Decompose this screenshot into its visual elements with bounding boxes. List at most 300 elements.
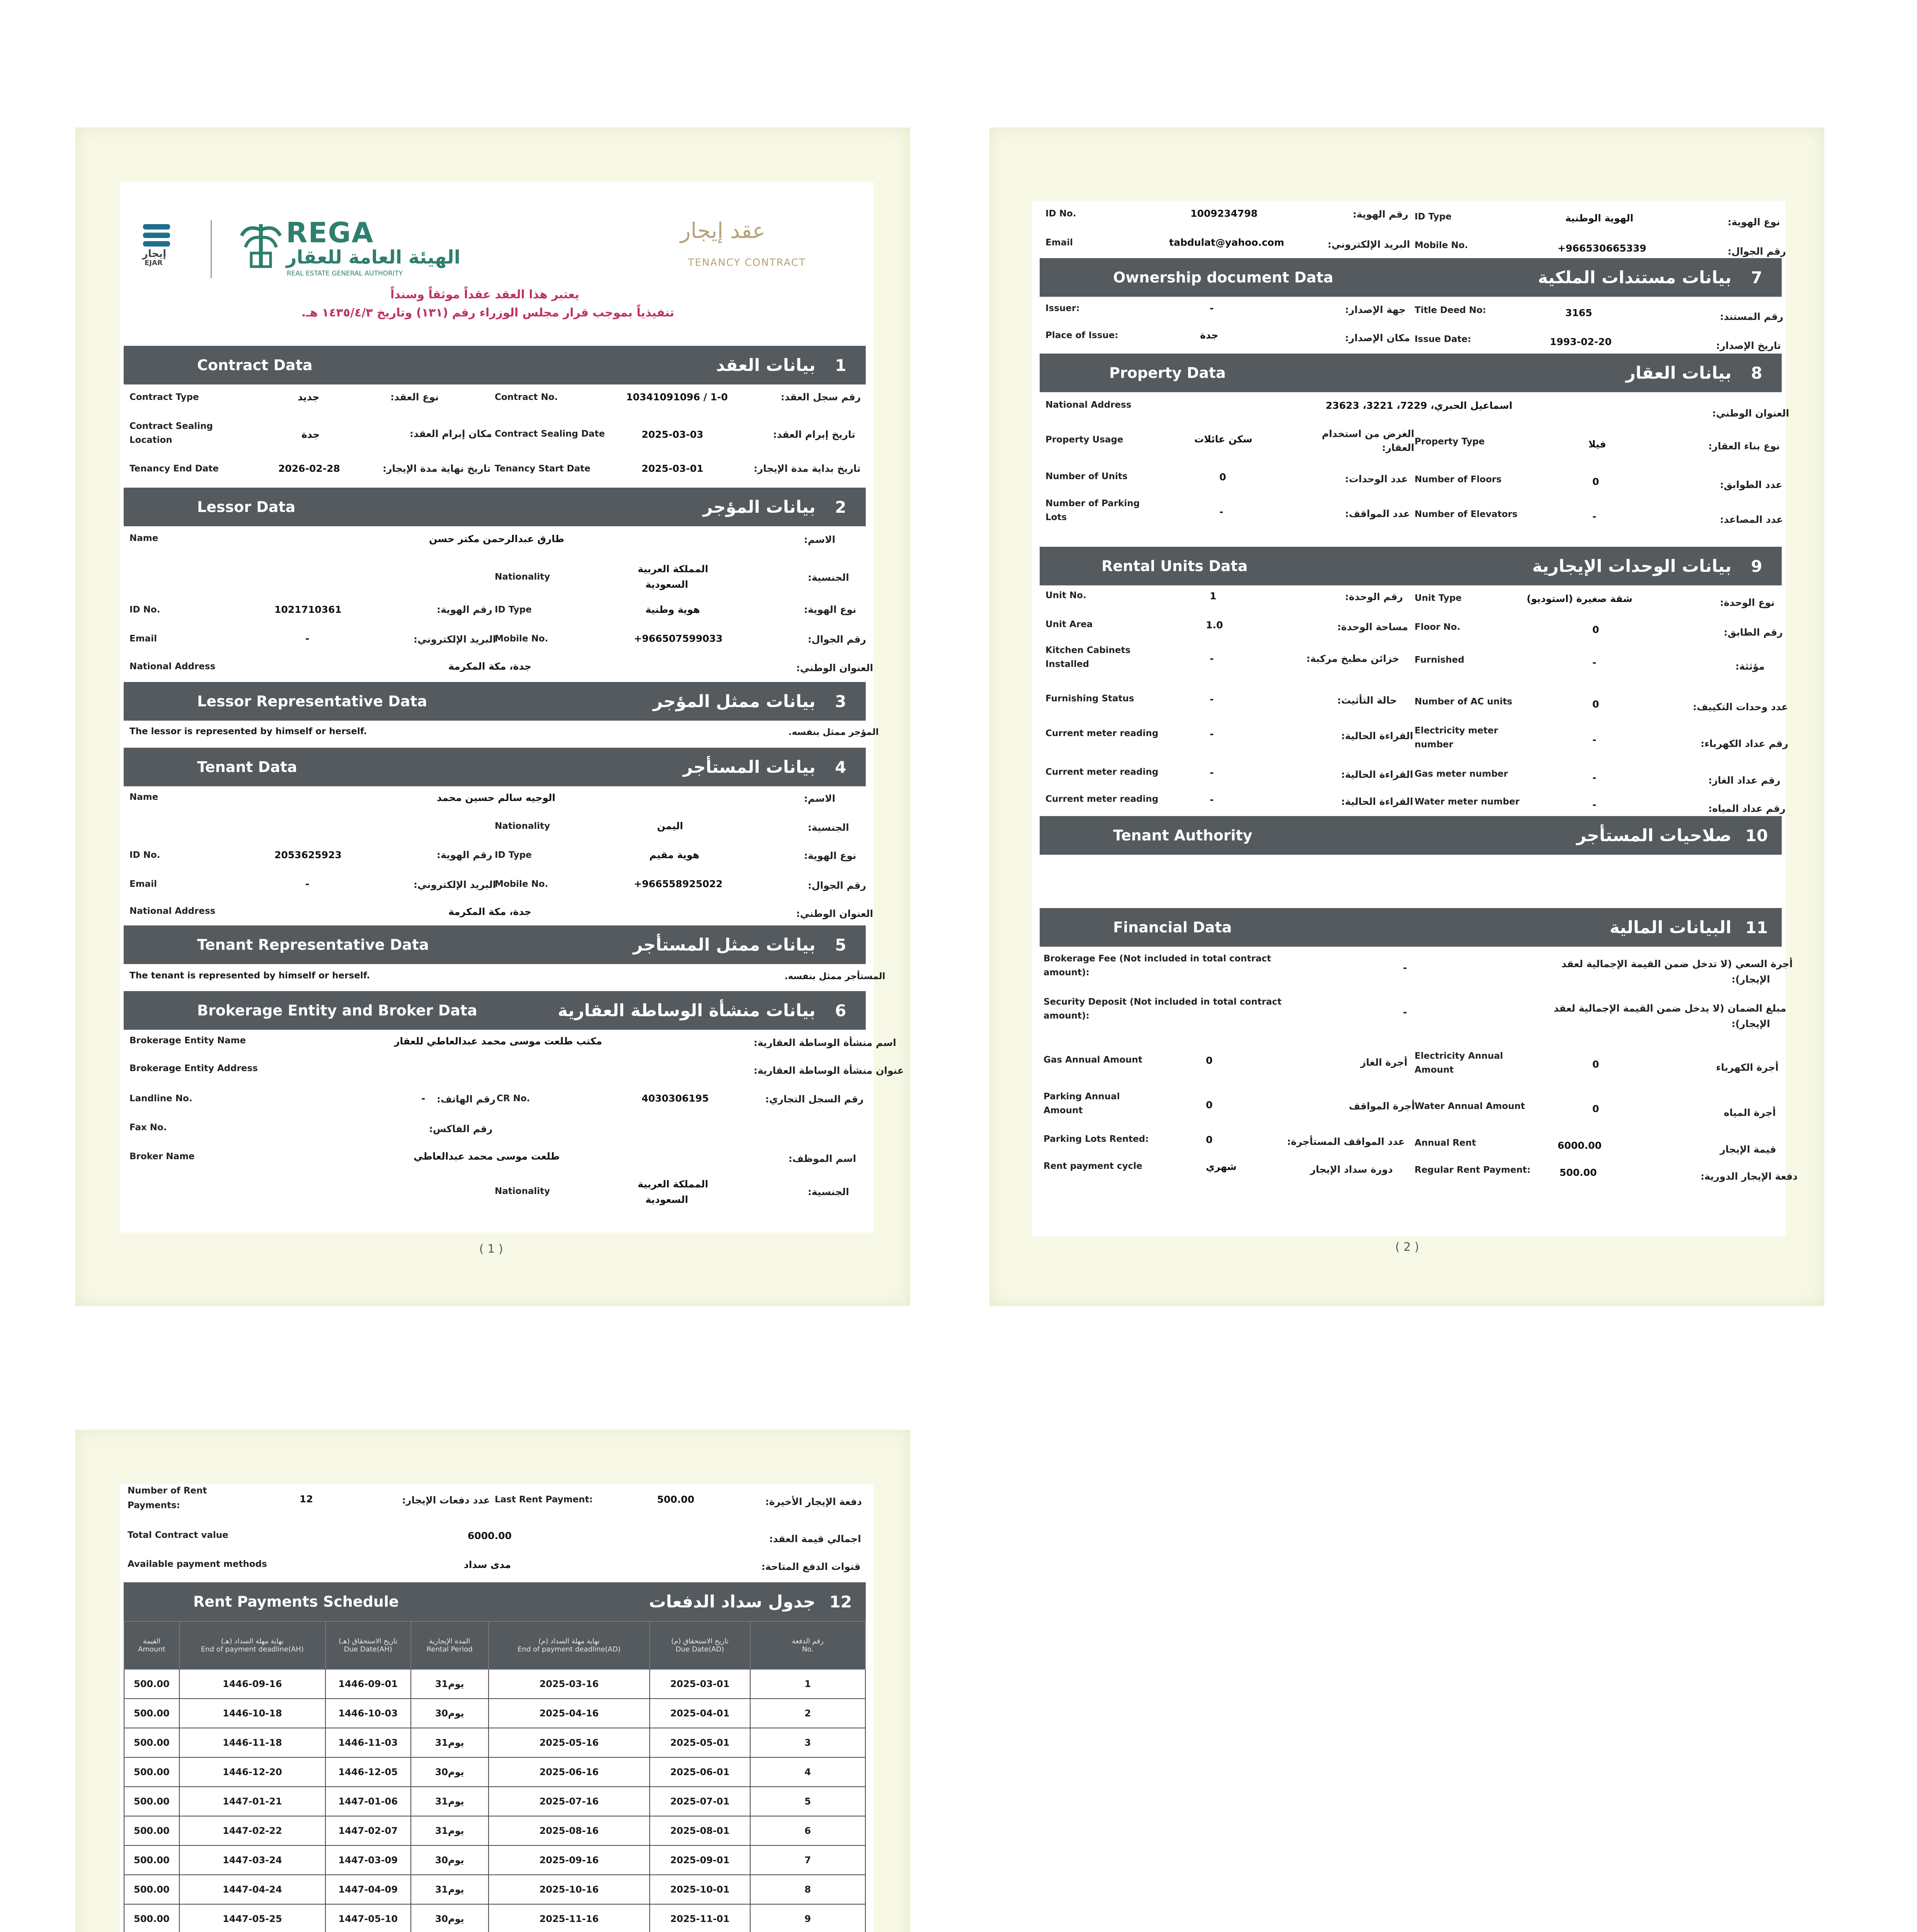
utype-label-ar: نوع الوحدة: — [1720, 597, 1775, 608]
landline-label-ar: رقم الهاتف: — [437, 1094, 496, 1105]
schedule-cell: 2025-06-16 — [489, 1757, 650, 1787]
tenant-idtype-label-en: ID Type — [495, 850, 532, 860]
cm2-value: - — [1210, 767, 1214, 778]
schedule-header-ar: القيمة — [143, 1637, 160, 1645]
schedule-cell: 2025-07-01 — [650, 1787, 750, 1816]
furn-label-ar: مؤثثة: — [1735, 661, 1765, 672]
schedule-cell: 1447-02-22 — [179, 1816, 325, 1845]
broker-fee-label-en-2: amount): — [1044, 968, 1090, 978]
section-8-title-ar — [1626, 363, 1782, 383]
units-value: 0 — [1219, 471, 1226, 483]
schedule-cell: 500.00 — [124, 1728, 179, 1757]
total-label-en: Total Contract value — [128, 1530, 228, 1540]
broker-entity-value: مكتب طلعت موسى محمد عبدالعاطي للعقار — [394, 1036, 602, 1047]
landline-label-en: Landline No. — [129, 1094, 192, 1104]
broker-addr-label-ar: عنوان منشأة الوساطة العقارية: — [754, 1065, 904, 1076]
ptype-value: فيلا — [1588, 439, 1606, 450]
lessor-id-label-ar: رقم الهوية: — [437, 604, 492, 615]
broker-fee-label-ar-1: أجرة السعي (لا تدخل ضمن القيمة الإجمالية لعقد — [1561, 958, 1793, 969]
lessor-nat-label-en: Nationality — [495, 572, 550, 582]
section-12-number: 12 — [829, 1592, 852, 1611]
place-label-en: Place of Issue: — [1045, 330, 1119, 340]
section-10-bar — [1040, 816, 1782, 855]
deed-label-ar: رقم المستند: — [1720, 311, 1784, 322]
furn-value: - — [1592, 657, 1597, 668]
schedule-cell: 2025-03-16 — [489, 1669, 650, 1699]
lessor-idtype-label-ar: نوع الهوية: — [804, 604, 856, 615]
p2-idtype-value: الهوية الوطنية — [1565, 213, 1634, 224]
park-annual-value: 0 — [1206, 1099, 1213, 1111]
total-label-ar: اجمالي قيمة العقد: — [769, 1533, 861, 1544]
elev-value: - — [1592, 511, 1597, 522]
schedule-cell: 1447-05-10 — [325, 1904, 411, 1932]
lessor-name-value: طارق عبدالرحمن مكتر حسن — [429, 533, 565, 544]
cm3-label-en: Current meter reading — [1045, 794, 1159, 804]
tenant-rep-note-ar: المستأجر ممثل بنفسه. — [785, 971, 885, 981]
section-4-title-ar-text: بيانات المستأجر — [683, 757, 815, 777]
section-6-number: 6 — [835, 1001, 846, 1020]
schedule-cell: 500.00 — [124, 1845, 179, 1875]
floor-label-ar: رقم الطابق: — [1724, 627, 1783, 638]
sealing-location-label-ar: مكان إبرام العقد: — [410, 428, 492, 439]
schedule-cell: 2025-08-01 — [650, 1816, 750, 1845]
cr-value: 4030306195 — [642, 1093, 709, 1104]
lessor-email-value: - — [305, 633, 310, 644]
elec-meter-label-en: Electricity meter number — [1415, 726, 1498, 750]
elec-meter-label-ar: رقم عداد الكهرباء: — [1701, 738, 1788, 749]
parking-label-en: Number of Parking Lots — [1045, 498, 1140, 522]
schedule-header-row — [124, 1621, 865, 1669]
broker-fee-label-ar-2: الإيجار): — [1731, 974, 1770, 985]
plots-label-ar: عدد المواقف المستأجرة: — [1287, 1136, 1405, 1147]
schedule-row — [124, 1875, 865, 1904]
section-2-title-ar — [703, 497, 866, 517]
schedule-row — [124, 1787, 865, 1816]
schedule-cell: 3 — [750, 1728, 865, 1757]
schedule-header-en: Rental Period — [426, 1645, 473, 1653]
section-5-title-en: Tenant Representative Data — [197, 936, 429, 953]
section-5-title-ar — [633, 935, 866, 955]
p2-email-label-en: Email — [1045, 238, 1073, 248]
schedule-cell: 2025-09-16 — [489, 1845, 650, 1875]
section-9-title-ar-text: بيانات الوحدات الإيجارية — [1532, 556, 1731, 576]
section-8-title-en: Property Data — [1109, 364, 1226, 381]
broker-fee-value: - — [1403, 962, 1407, 973]
prop-addr-value: اسماعيل الحبري، 7229، 3221، 23623 — [1326, 400, 1513, 411]
contract-type-label-ar: نوع العقد: — [390, 391, 439, 403]
section-1-title-ar — [716, 355, 866, 375]
contract-no-label-en: Contract No. — [495, 392, 558, 402]
section-4-number: 4 — [835, 757, 846, 777]
schedule-row — [124, 1904, 865, 1932]
contract-type-label-en: Contract Type — [129, 392, 199, 402]
tenancy-end-value: 2026-02-28 — [278, 463, 340, 474]
cm1-label-ar: القراءة الحالية: — [1341, 730, 1413, 742]
park-annual-label-ar: أجرة المواقف — [1349, 1100, 1415, 1112]
section-2-title-en: Lessor Data — [197, 498, 296, 515]
lessor-name-label-en: Name — [129, 533, 158, 543]
schedule-cell: 1446-09-16 — [179, 1669, 325, 1699]
tenant-email-label-en: Email — [129, 879, 157, 889]
sealing-location-label-en: Contract Sealing Location — [129, 421, 213, 445]
schedule-header-en: Due Date(AH) — [344, 1645, 392, 1653]
cycle-label-ar: دورة سداد الإيجار — [1310, 1164, 1393, 1175]
floors-value: 0 — [1592, 476, 1599, 487]
lessor-addr-label-ar: العنوان الوطني: — [796, 662, 873, 673]
schedule-cell: 30يوم — [411, 1904, 489, 1932]
tenant-name-label-ar: الاسم: — [804, 793, 836, 804]
tenancy-end-label-ar: تاريخ نهاية مدة الإيجار: — [383, 463, 491, 474]
unitno-label-en: Unit No. — [1045, 590, 1086, 600]
schedule-cell: 9 — [750, 1904, 865, 1932]
last-label-ar: دفعة الإيجار الأخيرة: — [765, 1496, 862, 1507]
prop-addr-label-en: National Address — [1045, 400, 1132, 410]
gas-meter-label-en: Gas meter number — [1415, 769, 1508, 779]
schedule-header-cell — [750, 1621, 865, 1669]
area-label-ar: مساحة الوحدة: — [1337, 621, 1408, 633]
tenant-id-label-ar: رقم الهوية: — [437, 849, 492, 861]
water-meter-label-ar: رقم عداد المياه: — [1708, 803, 1786, 814]
cycle-label-en: Rent payment cycle — [1044, 1161, 1142, 1171]
issuer-label-en: Issuer: — [1045, 303, 1080, 313]
methods-label-ar: قنوات الدفع المتاحة: — [761, 1561, 861, 1572]
p2-mobile-label-en: Mobile No. — [1415, 240, 1468, 250]
kitchen-label-en: Kitchen Cabinets Installed — [1045, 645, 1131, 669]
schedule-header-cell — [325, 1621, 411, 1669]
methods-label-en: Available payment methods — [128, 1559, 267, 1569]
section-12-title-ar — [649, 1592, 866, 1612]
fax-label-en: Fax No. — [129, 1122, 167, 1133]
sealing-date-value: 2025-03-03 — [642, 429, 703, 440]
section-3-title-en: Lessor Representative Data — [197, 693, 427, 710]
schedule-header-ar: نهاية مهلة السداد (هـ) — [221, 1637, 284, 1645]
schedule-row — [124, 1699, 865, 1728]
kitchen-value: - — [1210, 653, 1214, 664]
tenant-idtype-value: هوية مقيم — [649, 849, 700, 861]
section-10-number: 10 — [1745, 826, 1768, 845]
deposit-value: - — [1403, 1007, 1407, 1018]
section-4-bar — [124, 748, 866, 786]
place-value: جدة — [1200, 330, 1219, 341]
fax-label-ar: رقم الفاكس: — [429, 1123, 493, 1134]
schedule-cell: 500.00 — [124, 1669, 179, 1699]
area-value: 1.0 — [1206, 619, 1223, 631]
schedule-cell: 500.00 — [124, 1816, 179, 1845]
p2-idtype-label-en: ID Type — [1415, 212, 1452, 222]
p2-mobile-value: +966530665339 — [1558, 243, 1646, 254]
p2-idtype-label-ar: نوع الهوية: — [1728, 216, 1780, 228]
elev-label-en: Number of Elevators — [1415, 509, 1518, 519]
broker-name-label-en: Broker Name — [129, 1151, 195, 1162]
plots-label-en: Parking Lots Rented: — [1044, 1134, 1149, 1144]
cm2-label-en: Current meter reading — [1045, 767, 1159, 777]
section-11-title-en: Financial Data — [1113, 919, 1232, 936]
schedule-cell: 1447-03-09 — [325, 1845, 411, 1875]
schedule-cell: 8 — [750, 1875, 865, 1904]
ptype-label-en: Property Type — [1415, 437, 1485, 447]
schedule-cell: 1447-04-09 — [325, 1875, 411, 1904]
schedule-cell: 1446-10-03 — [325, 1699, 411, 1728]
schedule-cell: 31يوم — [411, 1728, 489, 1757]
section-11-bar — [1040, 908, 1782, 947]
section-3-title-ar-text: بيانات ممثل المؤجر — [653, 691, 815, 711]
tenant-name-label-en: Name — [129, 792, 158, 802]
section-6-title-ar-text: بيانات منشأة الوساطة العقارية — [558, 1000, 815, 1020]
schedule-header-en: No. — [802, 1645, 814, 1653]
lessor-addr-label-en: National Address — [129, 662, 216, 672]
furn-label-en: Furnished — [1415, 655, 1464, 665]
section-7-title-ar-text: بيانات مستندات الملكية — [1538, 267, 1731, 287]
schedule-header-en: End of payment deadline(AH) — [201, 1645, 304, 1653]
usage-value: سكن عائلات — [1194, 434, 1253, 445]
fstat-value: - — [1210, 694, 1214, 705]
rent-value: 6000.00 — [1558, 1140, 1602, 1151]
utype-value: شقة صغيرة (استوديو) — [1527, 593, 1633, 604]
schedule-cell: 1446-09-01 — [325, 1669, 411, 1699]
idate-label-ar: تاريخ الإصدار: — [1716, 340, 1781, 351]
fstat-label-en: Furnishing Status — [1045, 694, 1134, 704]
lessor-addr-value: جدة، مكة المكرمة — [448, 661, 531, 672]
elec-meter-value: - — [1592, 734, 1597, 745]
section-10-title-ar-text: صلاحيات المستأجر — [1576, 825, 1731, 845]
schedule-row — [124, 1816, 865, 1845]
elec-annual-label-en: Electricity Annual Amount — [1415, 1051, 1503, 1075]
tenant-id-label-en: ID No. — [129, 850, 160, 860]
section-7-title-en: Ownership document Data — [1113, 269, 1333, 286]
npay-label-ar: عدد دفعات الإيجار: — [402, 1495, 490, 1506]
rega-emblem-icon — [240, 220, 282, 270]
schedule-cell: 500.00 — [124, 1875, 179, 1904]
schedule-header-ar: نهاية مهلة السداد (م) — [538, 1637, 600, 1645]
schedule-table — [124, 1621, 866, 1932]
utype-label-en: Unit Type — [1415, 593, 1462, 603]
section-6-title-en: Brokerage Entity and Broker Data — [197, 1002, 477, 1019]
deposit-label-en-2: amount): — [1044, 1011, 1090, 1021]
units-label-en: Number of Units — [1045, 471, 1128, 481]
tenant-rep-note-en: The tenant is represented by himself or herself. — [129, 971, 370, 981]
broker-entity-label-ar: اسم منشأة الوساطة العقارية: — [754, 1037, 896, 1048]
gas-meter-label-ar: رقم عداد الغاز: — [1708, 775, 1781, 786]
section-5-bar — [124, 925, 866, 964]
schedule-cell: 30يوم — [411, 1699, 489, 1728]
section-12-title-ar-text: جدول سداد الدفعات — [649, 1592, 815, 1612]
broker-nat-label-en: Nationality — [495, 1186, 550, 1196]
section-7-bar — [1040, 258, 1782, 297]
tenant-addr-value: جدة، مكة المكرمة — [448, 906, 531, 917]
section-10-title-ar — [1577, 826, 1782, 845]
rega-logo — [240, 216, 464, 282]
schedule-cell: 1447-01-21 — [179, 1787, 325, 1816]
section-8-title-ar-text: بيانات العقار — [1626, 363, 1731, 383]
p2-email-value: tabdulat@yahoo.com — [1169, 237, 1284, 248]
schedule-header-ar: المدة الإيجارية — [429, 1637, 470, 1645]
ejar-logo-en: EJAR — [145, 259, 163, 267]
contract-title-ar: عقد إيجار — [680, 218, 766, 243]
section-11-title-ar-text: البيانات المالية — [1609, 917, 1731, 937]
water-annual-value: 0 — [1592, 1103, 1599, 1114]
npay-label-en-1: Number of Rent — [128, 1486, 207, 1496]
logo-divider — [211, 220, 212, 278]
schedule-cell: 1447-04-24 — [179, 1875, 325, 1904]
tenant-mobile-value: +966558925022 — [634, 878, 723, 889]
schedule-row — [124, 1669, 865, 1699]
last-value: 500.00 — [657, 1494, 695, 1505]
units-label-ar: عدد الوحدات: — [1345, 473, 1408, 485]
schedule-cell: 500.00 — [124, 1699, 179, 1728]
section-6-title-ar — [558, 1001, 866, 1020]
ejar-logo-ar: إيجار — [142, 248, 167, 260]
section-8-number: 8 — [1751, 363, 1762, 383]
tenant-name-value: الوجيه سالم حسين محمد — [437, 792, 555, 803]
idate-label-en: Issue Date: — [1415, 334, 1471, 344]
lessor-mobile-label-en: Mobile No. — [495, 634, 548, 644]
schedule-cell: 2025-06-01 — [650, 1757, 750, 1787]
reg-label-en: Regular Rent Payment: — [1415, 1165, 1531, 1175]
tenant-id-value: 2053625923 — [274, 849, 342, 861]
reg-value: 500.00 — [1559, 1167, 1597, 1178]
tenancy-start-label-ar: تاريخ بداية مدة الإيجار: — [754, 463, 861, 474]
schedule-cell: 1 — [750, 1669, 865, 1699]
page-2-number: ( 2 ) — [1395, 1240, 1419, 1254]
prop-addr-label-ar: العنوان الوطني: — [1712, 408, 1789, 419]
section-3-bar — [124, 682, 866, 721]
deposit-label-en-1: Security Deposit (Not included in total contract — [1044, 997, 1282, 1007]
issuer-value: - — [1210, 303, 1214, 314]
schedule-cell: 1446-11-03 — [325, 1728, 411, 1757]
lessor-nat-label-ar: الجنسية: — [808, 572, 849, 583]
p2-id-value: 1009234798 — [1190, 208, 1258, 219]
schedule-cell: 2025-03-01 — [650, 1669, 750, 1699]
schedule-header-ar: رقم الدفعة — [792, 1637, 824, 1645]
notice-line-1: يعتبر هذا العقد عقداً موثقاً وسنداً — [390, 288, 579, 301]
tenant-nat-value: اليمن — [657, 820, 683, 832]
ac-label-ar: عدد وحدات التكييف: — [1693, 701, 1788, 713]
section-9-number: 9 — [1751, 556, 1762, 576]
reg-label-ar: دفعة الإيجار الدورية: — [1701, 1171, 1798, 1182]
last-label-en: Last Rent Payment: — [495, 1495, 593, 1505]
landline-value: - — [421, 1093, 426, 1104]
broker-name-label-ar: اسم الموظف: — [788, 1153, 856, 1164]
section-1-number: 1 — [835, 355, 846, 375]
schedule-cell: 31يوم — [411, 1787, 489, 1816]
broker-addr-label-en: Brokerage Entity Address — [129, 1063, 258, 1073]
schedule-cell: 1446-12-05 — [325, 1757, 411, 1787]
section-11-title-ar — [1610, 918, 1782, 937]
schedule-cell: 2025-11-16 — [489, 1904, 650, 1932]
schedule-row — [124, 1757, 865, 1787]
park-annual-label-en: Parking Annual Amount — [1044, 1092, 1120, 1116]
section-12-title-en: Rent Payments Schedule — [193, 1593, 399, 1610]
schedule-cell: 2025-10-16 — [489, 1875, 650, 1904]
tenant-addr-label-en: National Address — [129, 906, 216, 916]
plots-value: 0 — [1206, 1134, 1213, 1145]
tenancy-end-label-en: Tenancy End Date — [129, 464, 219, 474]
gas-annual-label-en: Gas Annual Amount — [1044, 1055, 1142, 1065]
methods-value: مدى سداد — [464, 1559, 511, 1570]
deed-value: 3165 — [1565, 307, 1592, 318]
deposit-label-ar-1: مبلغ الضمان (لا يدخل ضمن القيمة الإجمالية لعقد — [1554, 1003, 1786, 1014]
section-11-number: 11 — [1745, 918, 1768, 937]
water-meter-value: - — [1592, 799, 1597, 810]
schedule-cell: 2025-05-01 — [650, 1728, 750, 1757]
issuer-label-ar: جهة الإصدار: — [1345, 304, 1406, 315]
lessor-id-value: 1021710361 — [274, 604, 342, 615]
parking-value: - — [1219, 506, 1224, 517]
schedule-header-cell — [650, 1621, 750, 1669]
section-2-bar — [124, 488, 866, 526]
place-label-ar: مكان الإصدار: — [1345, 332, 1410, 344]
section-2-title-ar-text: بيانات المؤجر — [703, 497, 815, 517]
notice-line-2: تنفيذياً بموجب قرار مجلس الوزراء رقم (١٣١) وتاريخ ١٤٣٥/٤/٣ هـ. — [301, 306, 674, 320]
elev-label-ar: عدد المصاعد: — [1720, 514, 1783, 525]
schedule-cell: 2025-10-01 — [650, 1875, 750, 1904]
water-annual-label-ar: أجرة المياه — [1724, 1107, 1776, 1118]
cm3-value: - — [1210, 794, 1214, 805]
p2-id-label-ar: رقم الهوية: — [1353, 209, 1408, 220]
rega-logo-en: REGA — [286, 216, 374, 249]
fstat-label-ar: حالة التأثيث: — [1337, 695, 1397, 706]
idate-value: 1993-02-20 — [1550, 336, 1612, 347]
gas-meter-value: - — [1592, 772, 1597, 783]
ac-label-en: Number of AC units — [1415, 697, 1512, 707]
cm3-label-ar: القراءة الحالية: — [1341, 796, 1413, 807]
section-3-title-ar — [653, 692, 866, 711]
section-10-title-en: Tenant Authority — [1113, 827, 1253, 844]
contract-title-en: TENANCY CONTRACT — [688, 257, 806, 269]
schedule-cell: 31يوم — [411, 1669, 489, 1699]
section-3-number: 3 — [835, 692, 846, 711]
floor-label-en: Floor No. — [1415, 622, 1461, 632]
rega-logo-ar: الهيئة العامة للعقار — [286, 247, 461, 268]
lessor-rep-note-ar: المؤجر ممثل بنفسه. — [788, 727, 879, 737]
schedule-cell: 1447-05-25 — [179, 1904, 325, 1932]
ejar-logo — [139, 224, 174, 267]
schedule-cell: 31يوم — [411, 1875, 489, 1904]
floor-value: 0 — [1592, 624, 1599, 635]
schedule-cell: 1447-03-24 — [179, 1845, 325, 1875]
floors-label-en: Number of Floors — [1415, 474, 1502, 485]
tenant-mobile-label-en: Mobile No. — [495, 879, 548, 889]
section-12-bar — [124, 1582, 866, 1621]
schedule-cell: 1446-12-20 — [179, 1757, 325, 1787]
contract-no-value: 10341091096 / 1-0 — [626, 391, 728, 403]
schedule-header-ar: تاريخ الاستحقاق (م) — [671, 1637, 729, 1645]
schedule-header-cell — [411, 1621, 489, 1669]
gas-annual-value: 0 — [1206, 1055, 1213, 1066]
schedule-header-cell — [124, 1621, 179, 1669]
ac-value: 0 — [1592, 699, 1599, 710]
water-annual-label-en: Water Annual Amount — [1415, 1101, 1525, 1111]
section-1-bar — [124, 346, 866, 384]
schedule-cell: 500.00 — [124, 1757, 179, 1787]
schedule-cell: 1447-02-07 — [325, 1816, 411, 1845]
unitno-label-ar: رقم الوحدة: — [1345, 591, 1403, 602]
section-2-number: 2 — [835, 497, 846, 517]
broker-nat-label-ar: الجنسية: — [808, 1186, 849, 1197]
section-9-bar — [1040, 547, 1782, 585]
usage-label-en: Property Usage — [1045, 435, 1124, 445]
elec-annual-value: 0 — [1592, 1059, 1599, 1070]
lessor-nat-value-2: السعودية — [645, 579, 688, 590]
usage-label-ar: الغرض من استخدام العقار: — [1322, 428, 1415, 453]
section-9-title-en: Rental Units Data — [1102, 558, 1248, 575]
tenancy-start-value: 2025-03-01 — [642, 463, 703, 474]
schedule-header-ar: تاريخ الاستحقاق (هـ) — [339, 1637, 398, 1645]
sealing-location-value: جدة — [301, 429, 320, 440]
page-1-number: ( 1 ) — [479, 1242, 503, 1256]
schedule-cell: 2025-11-01 — [650, 1904, 750, 1932]
schedule-header-cell — [179, 1621, 325, 1669]
